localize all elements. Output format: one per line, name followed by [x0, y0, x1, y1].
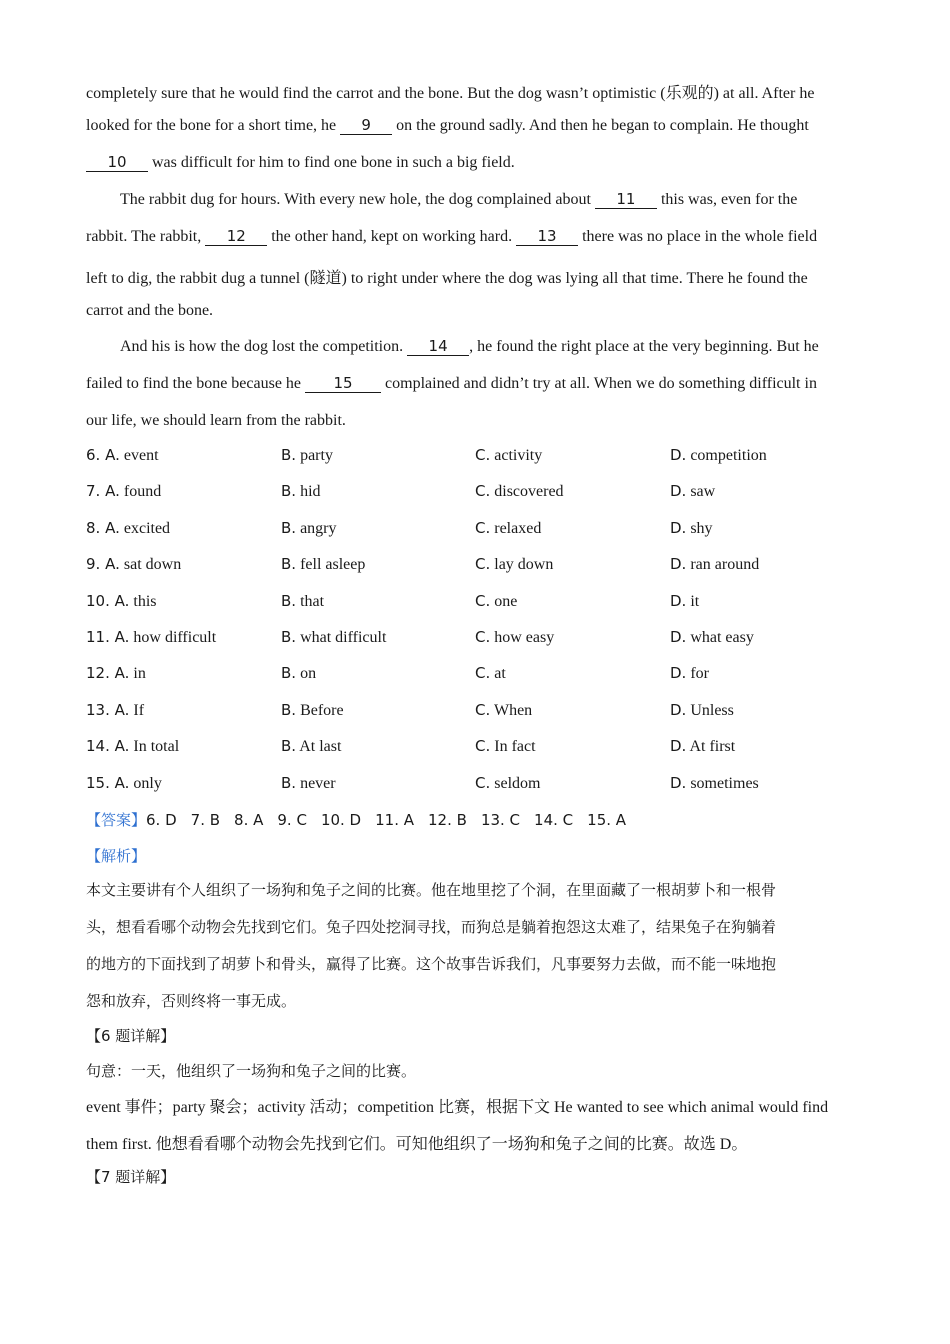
analysis-line: 的地方的下面找到了胡萝卜和骨头，赢得了比赛。这个故事告诉我们，凡事要努力去做，而不能一味地抱 — [86, 955, 777, 973]
option-label: D. — [670, 628, 687, 646]
option-label: 12. A. — [86, 664, 130, 683]
option-label: D. — [670, 482, 687, 501]
question-row — [86, 664, 886, 686]
option-label: C. — [475, 664, 491, 683]
answer-item: 9. C — [277, 811, 307, 829]
option-label: 10. A. — [86, 591, 130, 610]
option-label: 8. A. — [86, 518, 120, 537]
detail-7-label: 【7 题详解】 — [86, 1168, 176, 1186]
blank-14: 14 — [407, 338, 469, 356]
option-text: party — [300, 447, 333, 464]
option-d — [670, 701, 734, 720]
answer-item: 10. D — [320, 811, 362, 829]
option-b — [281, 555, 365, 574]
question-row — [86, 628, 886, 650]
option-d — [670, 774, 759, 793]
question-row — [86, 482, 886, 504]
detail-6-label: 【6 题详解】 — [86, 1027, 176, 1045]
option-text: seldom — [494, 774, 541, 792]
analysis-line: 怨和放弃，否则终将一事无成。 — [86, 992, 297, 1010]
option-text: only — [133, 774, 162, 792]
option-b — [281, 701, 344, 720]
option-text: this — [133, 592, 157, 610]
question-row — [86, 701, 886, 723]
option-text: At last — [299, 738, 342, 756]
option-c — [475, 519, 541, 538]
question-row — [86, 555, 886, 577]
option-text: When — [493, 701, 533, 719]
answer-item: 11. A — [375, 811, 415, 829]
option-d — [670, 555, 759, 574]
option-text: relaxed — [494, 519, 542, 537]
option-label: C. — [475, 446, 491, 464]
option-label: 11. A. — [86, 628, 130, 646]
option-c — [475, 592, 517, 611]
question-row — [86, 592, 886, 614]
option-b — [281, 519, 337, 538]
option-label: D. — [670, 518, 687, 537]
passage-line: completely sure that he would find the carrot and the bone. But the dog wasn’t optimistic (乐观的) at all. After he — [86, 85, 815, 102]
option-label: C. — [475, 482, 491, 501]
option-label: C. — [475, 591, 491, 610]
option-text: Unless — [690, 701, 734, 719]
option-b — [281, 664, 316, 683]
option-a — [86, 774, 162, 793]
option-text: If — [133, 701, 145, 719]
option-text: event — [123, 447, 159, 464]
option-label: 9. A. — [86, 555, 120, 574]
option-text: excited — [123, 519, 171, 537]
answer-item: 14. C — [534, 811, 574, 829]
detail-line: event 事件；party 聚会；activity 活动；competition 比赛，根据下文 He wanted to see which animal would find — [86, 1099, 829, 1116]
option-text: it — [690, 592, 700, 610]
option-label: C. — [475, 555, 491, 574]
option-text: for — [690, 665, 709, 683]
analysis-line: 本文主要讲有个人组织了一场狗和兔子之间的比赛。他在地里挖了个洞，在里面藏了一根胡萝卜和一根骨 — [86, 881, 777, 899]
analysis-line: 头，想看看哪个动物会先找到它们。兔子四处挖洞寻找，而狗总是躺着抱怨这太难了，结果兔子在狗躺着 — [86, 918, 777, 936]
option-b — [281, 737, 341, 756]
option-label: B. — [281, 628, 297, 646]
option-a — [86, 737, 179, 756]
option-a — [86, 482, 161, 501]
option-text: shy — [690, 519, 713, 537]
question-row — [86, 519, 886, 541]
option-c — [475, 774, 540, 793]
option-text: competition — [690, 447, 767, 464]
option-b — [281, 628, 386, 647]
option-text: never — [300, 774, 336, 792]
detail-line: them first. 他想看看哪个动物会先找到它们。可知他组织了一场狗和兔子之间的比赛。故选 D。 — [86, 1136, 748, 1153]
option-label: D. — [670, 591, 687, 610]
option-text: in — [133, 665, 146, 683]
option-text: one — [494, 592, 518, 610]
blank-13: 13 — [516, 228, 578, 246]
answer-item: 7. B — [190, 811, 221, 829]
option-text: how difficult — [133, 629, 217, 646]
option-label: D. — [670, 446, 687, 464]
option-d — [670, 628, 754, 647]
option-a — [86, 592, 157, 611]
passage-line: The rabbit dug for hours. With every new hole, the dog complained about 11 this was, even for the — [120, 190, 798, 208]
question-row — [86, 737, 886, 759]
option-label: B. — [281, 518, 297, 537]
option-b — [281, 446, 333, 465]
option-text: In total — [133, 738, 180, 756]
answer-label: 【答案】 — [86, 811, 147, 829]
option-label: D. — [670, 737, 687, 756]
option-text: At first — [689, 738, 736, 756]
answer-item: 15. A — [587, 811, 627, 829]
option-a — [86, 446, 159, 465]
option-label: C. — [475, 628, 491, 646]
blank-15: 15 — [305, 375, 381, 393]
option-label: D. — [670, 700, 687, 719]
answer-item: 12. B — [428, 811, 467, 829]
blank-11: 11 — [595, 191, 657, 209]
option-text: activity — [494, 447, 543, 464]
option-label: 15. A. — [86, 773, 130, 792]
option-label: B. — [281, 664, 297, 683]
question-row — [86, 774, 886, 796]
passage-line: left to dig, the rabbit dug a tunnel (隧道) to right under where the dog was lying all that time. There he found the — [86, 270, 808, 287]
option-label: B. — [281, 737, 297, 756]
option-label: C. — [475, 700, 491, 719]
blank-10: 10 — [86, 154, 148, 172]
option-label: 13. A. — [86, 700, 130, 719]
option-d — [670, 664, 709, 683]
option-label: C. — [475, 737, 491, 756]
option-text: hid — [300, 483, 321, 501]
question-row — [86, 446, 886, 468]
option-text: found — [123, 483, 162, 501]
option-label: C. — [475, 518, 491, 537]
option-d — [670, 737, 735, 756]
option-text: sat down — [123, 556, 182, 574]
option-text: ran around — [690, 556, 760, 574]
option-label: D. — [670, 773, 687, 792]
option-d — [670, 446, 767, 465]
option-text: what easy — [690, 629, 754, 646]
option-c — [475, 446, 542, 465]
option-b — [281, 774, 336, 793]
option-text: how easy — [494, 629, 555, 646]
option-label: B. — [281, 446, 297, 464]
option-text: saw — [690, 483, 716, 501]
option-label: C. — [475, 773, 491, 792]
passage-line: 10 was difficult for him to find one bone in such a big field. — [86, 154, 515, 172]
passage-line: failed to find the bone because he 15 complained and didn’t try at all. When we do something difficult in — [86, 374, 817, 392]
option-text: that — [300, 592, 325, 610]
option-b — [281, 482, 321, 501]
option-a — [86, 628, 216, 647]
passage-line: rabbit. The rabbit, 12 the other hand, kept on working hard. 13 there was no place in the whole field — [86, 227, 818, 245]
option-label: D. — [670, 664, 687, 683]
option-d — [670, 592, 699, 611]
passage-line: And his is how the dog lost the competition. 14 , he found the right place at the very beginning. But he — [120, 337, 819, 355]
option-c — [475, 482, 564, 501]
passage-line: carrot and the bone. — [86, 302, 214, 319]
option-label: B. — [281, 773, 297, 792]
option-text: sometimes — [690, 774, 759, 792]
option-text: Before — [300, 701, 344, 719]
option-c — [475, 664, 506, 683]
detail-line: 句意：一天，他组织了一场狗和兔子之间的比赛。 — [86, 1062, 417, 1080]
analysis-label: 【解析】 — [86, 847, 147, 865]
option-c — [475, 555, 553, 574]
option-text: fell asleep — [300, 556, 366, 574]
option-text: on — [300, 665, 317, 683]
option-a — [86, 701, 144, 720]
blank-9: 9 — [340, 117, 392, 135]
option-text: discovered — [494, 483, 564, 501]
option-c — [475, 628, 554, 647]
option-label: 14. A. — [86, 737, 130, 756]
option-label: D. — [670, 555, 687, 574]
option-label: B. — [281, 482, 297, 501]
option-c — [475, 701, 532, 720]
option-label: B. — [281, 591, 297, 610]
option-a — [86, 519, 170, 538]
option-label: 7. A. — [86, 482, 120, 501]
option-a — [86, 555, 181, 574]
option-d — [670, 482, 715, 501]
option-d — [670, 519, 713, 538]
option-c — [475, 737, 536, 756]
passage-line: looked for the bone for a short time, he 9 on the ground sadly. And then he began to complain. He thought — [86, 116, 809, 134]
answer-item: 8. A — [234, 811, 264, 829]
option-text: what difficult — [300, 629, 387, 646]
option-label: 6. A. — [86, 446, 120, 464]
option-text: In fact — [494, 738, 536, 756]
option-label: B. — [281, 555, 297, 574]
option-text: at — [494, 665, 506, 683]
blank-12: 12 — [205, 228, 267, 246]
passage-line: our life, we should learn from the rabbit. — [86, 412, 346, 429]
option-a — [86, 664, 146, 683]
answer-item: 13. C — [480, 811, 521, 829]
option-label: B. — [281, 700, 297, 719]
answer-line — [86, 809, 640, 830]
answer-item: 6. D — [146, 811, 177, 829]
option-text: angry — [300, 519, 337, 537]
option-text: lay down — [494, 556, 554, 574]
option-b — [281, 592, 324, 611]
